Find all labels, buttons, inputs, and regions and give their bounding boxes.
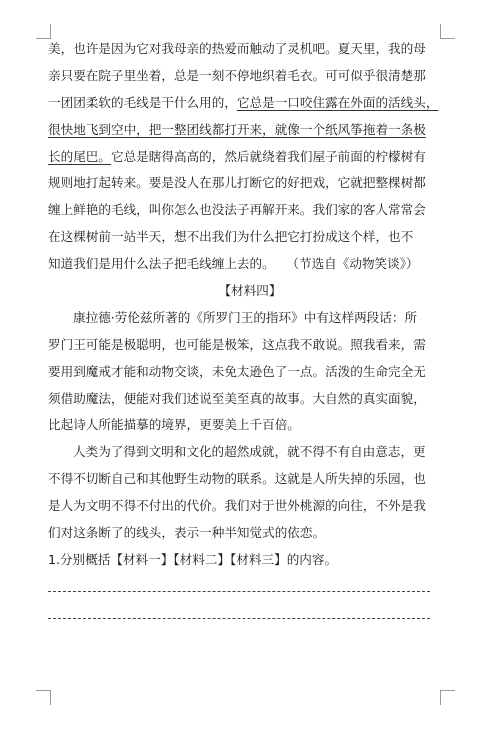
paragraph-line — [48, 90, 452, 117]
source-citation: （节选自《动物笑谈》） — [292, 256, 419, 272]
paragraph-line: 在这棵树前一站半天，想不出我们为什么把它打扮成这个样，也不 — [48, 229, 414, 245]
text-run: 一团团柔软的毛线是干什么用的， — [48, 94, 237, 110]
margin-corner-mark — [36, 690, 51, 705]
paragraph-line: 要用到魔戒才能和动物交谈，未免太逊色了一点。活泼的生命完全无 — [48, 363, 426, 379]
paragraph-line: 罗门王可能是极聪明，也可能是极笨，这点我不敢说。照我看来，需 — [48, 336, 426, 352]
question-text: 1.分别概括【材料一】【材料二】【材料三】的内容。 — [48, 551, 338, 567]
paragraph-line: 人类为了得到文明和文化的超然成就，就不得不有自由意志，更 — [73, 444, 426, 460]
underlined-sentence: 它总是一口咬住露在外面的活线头， — [236, 94, 439, 110]
text-run: 它总是瞎得高高的，然后就绕着我们屋子前面的柠檬树有 — [110, 148, 426, 164]
text-run: 知道我们是用什么法子把毛线缠上去的。 — [48, 256, 275, 272]
paragraph-line: 不得不切断自己和其他野生动物的联系。这就是人所失掉的乐园，也 — [48, 471, 426, 487]
paragraph-line: 亲只要在院子里坐着，总是一刻不停地织着毛衣。可可似乎很清楚那 — [48, 67, 426, 83]
paragraph-line: 康拉德·劳伦兹所著的《所罗门王的指环》中有这样两段话：所 — [73, 309, 418, 325]
document-body — [48, 36, 452, 628]
paragraph-line: 缠上鲜艳的毛线，叫你怎么也没法子再解开来。我们家的客人常常会 — [48, 202, 426, 218]
paragraph-line: 们对这条断了的线头，表示一种半知觉式的依恋。 — [48, 525, 326, 541]
section-heading: 【材料四】 — [218, 283, 282, 299]
paragraph-line: 美，也许是因为它对我母亲的热爱而触动了灵机吧。夏天里，我的母 — [48, 41, 426, 56]
paragraph-line: 是人为文明不得不付出的代价。我们对于世外桃源的向往，不外是我 — [48, 498, 426, 514]
underlined-sentence: 很快地飞到空中，把一整团线都打开来，就像一个纸风筝拖着一条极 — [48, 121, 426, 137]
answer-line[interactable] — [48, 601, 452, 628]
paragraph-line: 规则地打起转来。要是没人在那儿打断它的好把戏，它就把整棵树都 — [48, 175, 426, 191]
margin-corner-mark — [440, 690, 455, 705]
paragraph-line: 须借助魔法，便能对我们述说至美至真的故事。大自然的真实面貌， — [48, 390, 426, 406]
paragraph-line — [48, 251, 452, 278]
answer-line[interactable] — [48, 574, 452, 601]
paragraph-line: 比起诗人所能描摹的境界，更要美上千百倍。 — [48, 417, 300, 433]
underlined-sentence: 长的尾巴。 — [48, 148, 111, 164]
paragraph-line — [48, 144, 452, 171]
